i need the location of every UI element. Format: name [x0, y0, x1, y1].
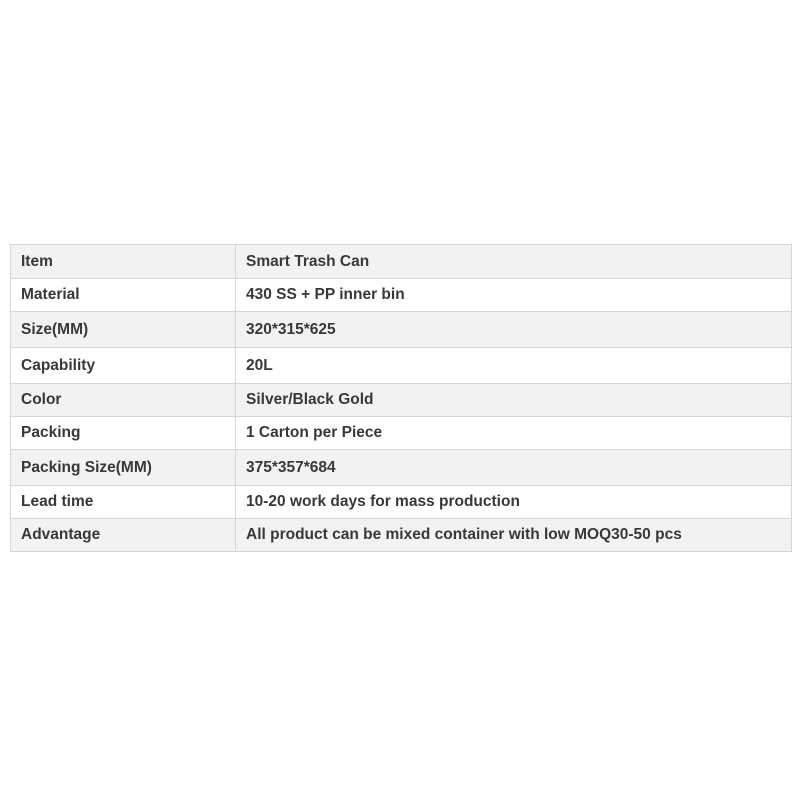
table-row-material	[11, 279, 792, 312]
table-row-advantage	[11, 519, 792, 552]
row-value: 10-20 work days for mass production	[236, 486, 792, 519]
table-row-capability	[11, 348, 792, 384]
table-row-packing-size	[11, 450, 792, 486]
row-key: Advantage	[11, 519, 236, 552]
row-value: 430 SS + PP inner bin	[236, 279, 792, 312]
row-value: Smart Trash Can	[236, 245, 792, 279]
table-row-size	[11, 312, 792, 348]
row-key: Packing	[11, 417, 236, 450]
table-row-item	[11, 245, 792, 279]
row-key: Material	[11, 279, 236, 312]
row-value: All product can be mixed container with low MOQ30-50 pcs	[236, 519, 792, 552]
row-key: Lead time	[11, 486, 236, 519]
spec-table-body	[11, 245, 792, 552]
row-value: 320*315*625	[236, 312, 792, 348]
row-value: 20L	[236, 348, 792, 384]
product-spec-table	[10, 244, 792, 552]
row-value: Silver/Black Gold	[236, 384, 792, 417]
table-row-packing	[11, 417, 792, 450]
table-row-lead-time	[11, 486, 792, 519]
row-key: Item	[11, 245, 236, 279]
row-key: Color	[11, 384, 236, 417]
row-key: Capability	[11, 348, 236, 384]
table-row-color	[11, 384, 792, 417]
row-key: Size(MM)	[11, 312, 236, 348]
row-key: Packing Size(MM)	[11, 450, 236, 486]
row-value: 1 Carton per Piece	[236, 417, 792, 450]
row-value: 375*357*684	[236, 450, 792, 486]
